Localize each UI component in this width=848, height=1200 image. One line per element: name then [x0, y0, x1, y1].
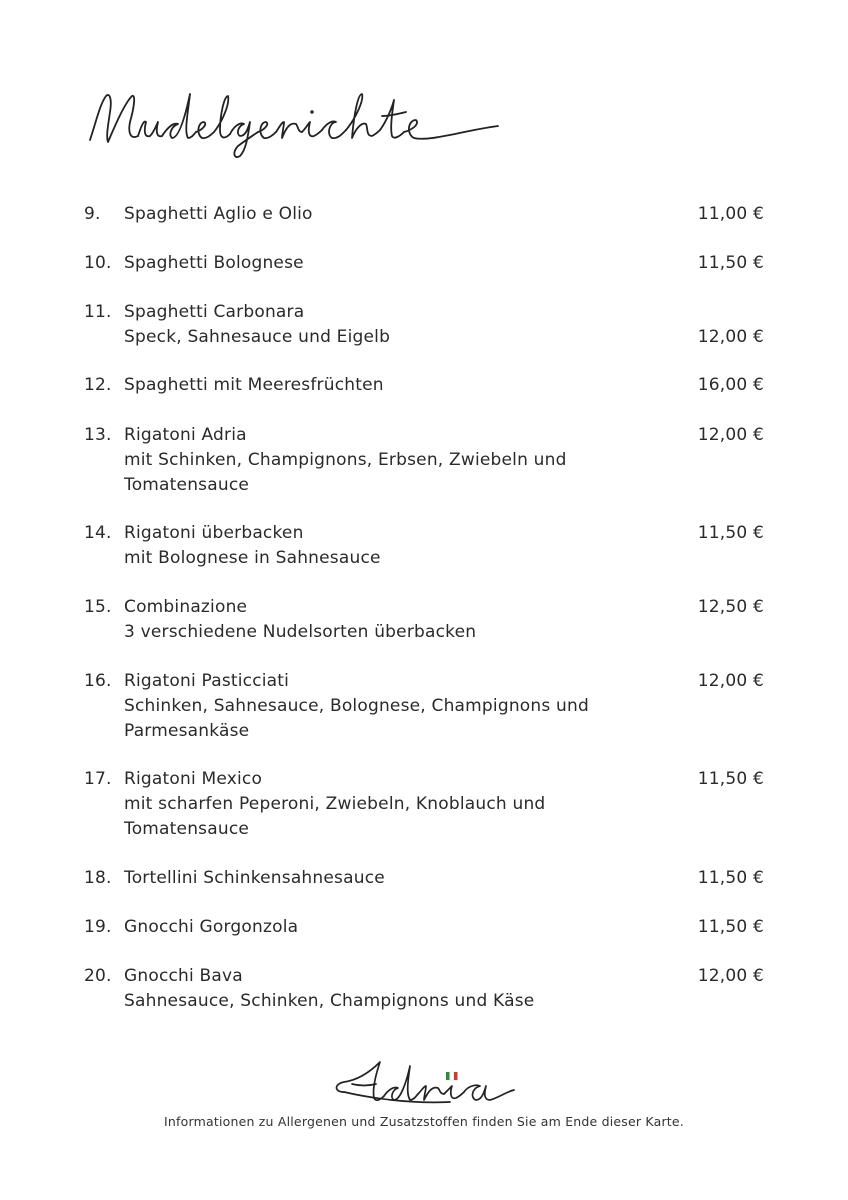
item-number: 15. [84, 597, 112, 617]
item-price: 11,50 € [697, 523, 764, 543]
item-name: Spaghetti mit Meeresfrüchten [124, 375, 384, 395]
item-number: 19. [84, 917, 112, 937]
item-name: Rigatoni überbacken [124, 523, 304, 543]
item-description [124, 767, 624, 842]
item-description [124, 866, 624, 891]
item-detail: Schinken, Sahnesauce, Bolognese, Champignons und [124, 696, 589, 716]
item-detail: Tomatensauce [124, 819, 250, 839]
item-number: 14. [84, 523, 112, 543]
brand-logo [330, 1058, 520, 1110]
item-name: Spaghetti Carbonara [124, 302, 305, 322]
item-name: Rigatoni Mexico [124, 769, 263, 789]
item-number: 11. [84, 302, 112, 322]
item-detail: mit Bolognese in Sahnesauce [124, 548, 381, 568]
item-description [124, 669, 624, 744]
item-description [124, 964, 624, 1014]
item-price: 11,00 € [697, 204, 764, 224]
item-price: 12,00 € [697, 327, 764, 347]
flag-white-stripe [450, 1072, 454, 1080]
flag-red-stripe [454, 1072, 458, 1080]
item-price: 16,00 € [697, 375, 764, 395]
item-name: Gnocchi Bava [124, 966, 243, 986]
item-number: 13. [84, 425, 112, 445]
item-price: 12,50 € [697, 597, 764, 617]
item-number: 18. [84, 868, 112, 888]
item-price: 12,00 € [697, 671, 764, 691]
item-description [124, 300, 624, 350]
item-description [124, 595, 624, 645]
item-detail: mit scharfen Peperoni, Zwiebeln, Knoblauch und [124, 794, 546, 814]
item-detail: 3 verschiedene Nudelsorten überbacken [124, 622, 477, 642]
item-price: 11,50 € [697, 868, 764, 888]
item-number: 20. [84, 966, 112, 986]
item-name: Gnocchi Gorgonzola [124, 917, 299, 937]
allergen-note: Informationen zu Allergenen und Zusatzstoffen finden Sie am Ende dieser Karte. [164, 1114, 684, 1129]
item-detail: Tomatensauce [124, 475, 250, 495]
item-number: 10. [84, 253, 112, 273]
item-price: 12,00 € [697, 966, 764, 986]
item-detail: mit Schinken, Champignons, Erbsen, Zwiebeln und [124, 450, 567, 470]
title-script-lettering [86, 82, 526, 162]
item-description [124, 373, 624, 398]
item-description [124, 251, 624, 276]
item-description [124, 423, 624, 498]
adria-logo-mark [330, 1058, 520, 1110]
item-number: 17. [84, 769, 112, 789]
item-name: Rigatoni Pasticciati [124, 671, 290, 691]
item-description [124, 202, 624, 227]
item-name: Rigatoni Adria [124, 425, 247, 445]
item-number: 16. [84, 671, 112, 691]
item-price: 11,50 € [697, 769, 764, 789]
item-price: 11,50 € [697, 253, 764, 273]
item-price: 12,00 € [697, 425, 764, 445]
item-price: 11,50 € [697, 917, 764, 937]
item-number: 12. [84, 375, 112, 395]
item-description [124, 521, 624, 571]
item-detail: Parmesankäse [124, 721, 250, 741]
item-name: Combinazione [124, 597, 248, 617]
item-name: Spaghetti Aglio e Olio [124, 204, 313, 224]
item-name: Spaghetti Bolognese [124, 253, 304, 273]
item-description [124, 915, 624, 940]
item-number: 9. [84, 204, 101, 224]
page-title [86, 82, 526, 162]
flag-green-stripe [446, 1072, 450, 1080]
item-name: Tortellini Schinkensahnesauce [124, 868, 385, 888]
item-detail: Speck, Sahnesauce und Eigelb [124, 327, 391, 347]
item-detail: Sahnesauce, Schinken, Champignons und Käse [124, 991, 535, 1011]
